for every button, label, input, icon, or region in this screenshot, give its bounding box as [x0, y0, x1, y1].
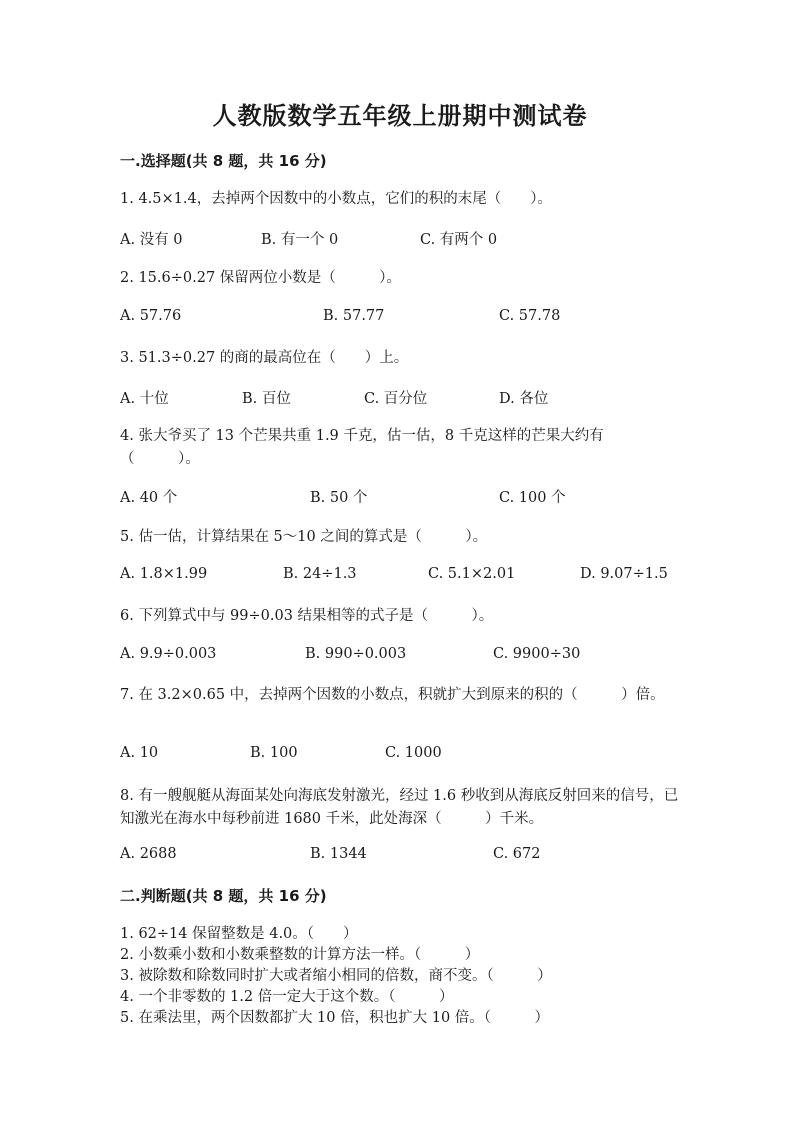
question-7-option-b: B. 100: [250, 745, 298, 761]
question-5-option-a: A. 1.8×1.99: [120, 566, 208, 582]
question-1-option-b: B. 有一个 0: [261, 232, 339, 248]
question-1-option-a: A. 没有 0: [120, 232, 183, 248]
judgement-item-5: 5. 在乘法里，两个因数都扩大 10 倍，积也扩大 10 倍。（ ）: [120, 1010, 550, 1026]
judgement-item-3: 3. 被除数和除数同时扩大或者缩小相同的倍数，商不变。（ ）: [120, 968, 552, 984]
question-2-option-b: B. 57.77: [323, 308, 385, 324]
question-3-option-c: C. 百分位: [364, 391, 428, 407]
question-7-stem: 7. 在 3.2×0.65 中，去掉两个因数的小数点，积就扩大到原来的积的（ ）倍。: [120, 687, 665, 703]
question-4-stem: 4. 张大爷买了 13 个芒果共重 1.9 千克，估一估，8 千克这样的芒果大约有（ ）。: [120, 428, 604, 467]
judgement-item-4: 4. 一个非零数的 1.2 倍一定大于这个数。（ ）: [120, 989, 454, 1005]
question-5-option-d: D. 9.07÷1.5: [580, 566, 668, 582]
question-6-stem: 6. 下列算式中与 99÷0.03 结果相等的式子是（ ）。: [120, 608, 494, 624]
question-5-option-c: C. 5.1×2.01: [428, 566, 516, 582]
question-2-option-a: A. 57.76: [120, 308, 182, 324]
question-7-option-c: C. 1000: [385, 745, 442, 761]
question-6-option-b: B. 990÷0.003: [305, 646, 407, 662]
question-3-stem: 3. 51.3÷0.27 的商的最高位在（ ）上。: [120, 350, 409, 366]
question-5-option-b: B. 24÷1.3: [283, 566, 357, 582]
question-6-option-c: C. 9900÷30: [493, 646, 581, 662]
question-4-option-b: B. 50 个: [310, 490, 368, 506]
question-8-option-c: C. 672: [493, 846, 541, 862]
question-8-stem: 8. 有一艘舰艇从海面某处向海底发射激光，经过 1.6 秒收到从海底反射回来的信号，已知激光在海水中每秒前进 1680 千米，此处海深（ ）千米。: [120, 788, 679, 827]
judgement-item-1: 1. 62÷14 保留整数是 4.0。（ ）: [120, 926, 358, 942]
question-1-stem: 1. 4.5×1.4，去掉两个因数中的小数点，它们的积的末尾（ ）。: [120, 191, 552, 207]
question-8-option-a: A. 2688: [120, 846, 177, 862]
question-4-option-a: A. 40 个: [120, 490, 178, 506]
question-5-stem: 5. 估一估，计算结果在 5～10 之间的算式是（ ）。: [120, 529, 488, 545]
question-3-option-b: B. 百位: [242, 391, 291, 407]
question-1-option-c: C. 有两个 0: [420, 232, 498, 248]
question-4-option-c: C. 100 个: [499, 490, 566, 506]
question-2-option-c: C. 57.78: [499, 308, 561, 324]
question-8-option-b: B. 1344: [310, 846, 367, 862]
question-3-option-a: A. 十位: [120, 391, 169, 407]
question-2-stem: 2. 15.6÷0.27 保留两位小数是（ ）。: [120, 270, 402, 286]
question-3-option-d: D. 各位: [499, 391, 549, 407]
question-6-option-a: A. 9.9÷0.003: [120, 646, 217, 662]
question-7-option-a: A. 10: [120, 745, 159, 761]
page-title: 人教版数学五年级上册期中测试卷: [212, 102, 588, 130]
section-heading-judgement: 二.判断题(共 8 题，共 16 分): [120, 887, 327, 905]
section-heading-choice: 一.选择题(共 8 题，共 16 分): [120, 152, 327, 170]
judgement-item-2: 2. 小数乘小数和小数乘整数的计算方法一样。（ ）: [120, 947, 480, 963]
